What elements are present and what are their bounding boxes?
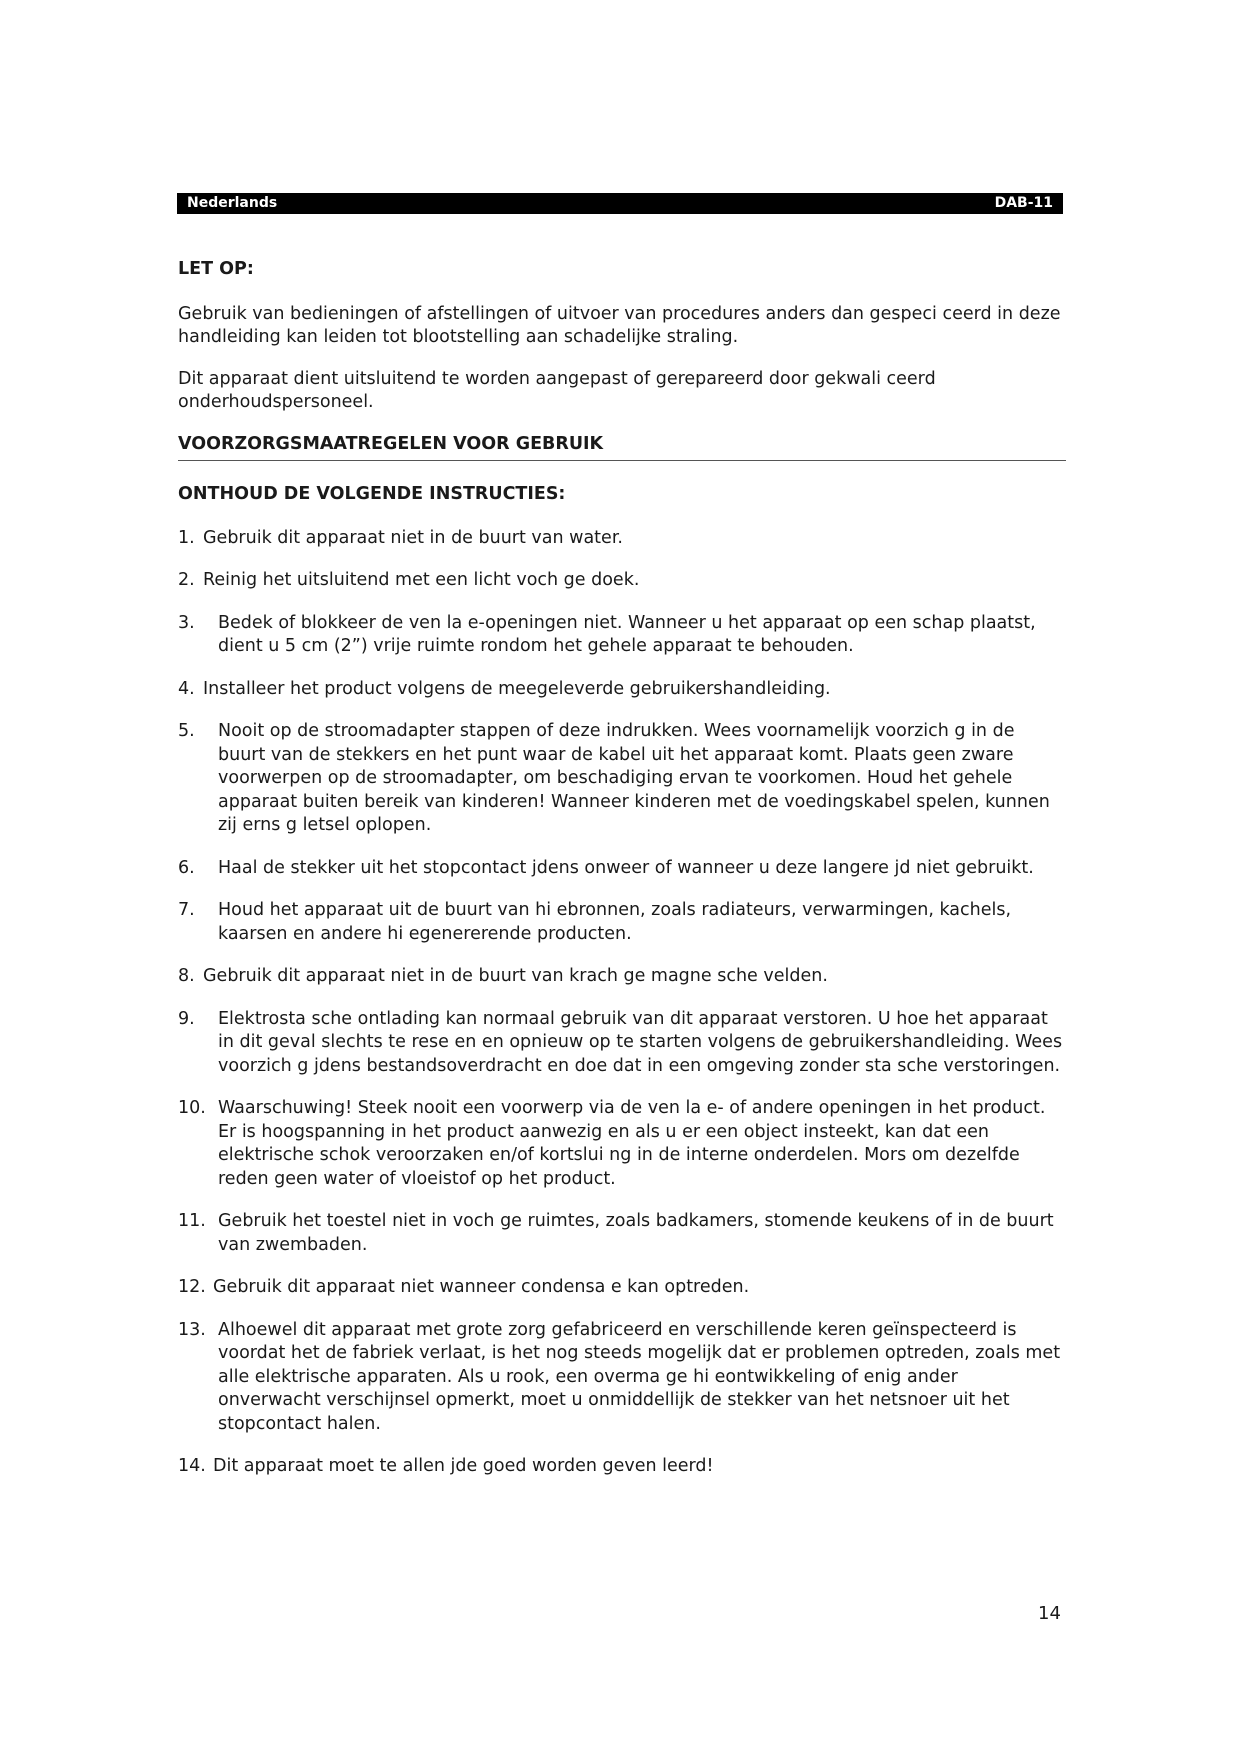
item-text: Haal de stekker uit het stopcontact jdens onweer of wanneer u deze langere jd niet gebruikt. bbox=[218, 857, 1034, 878]
item-number: 2. bbox=[178, 570, 195, 590]
item-text: Gebruik dit apparaat niet wanneer condensa e kan optreden. bbox=[213, 1277, 750, 1297]
page-number: 14 bbox=[1038, 1603, 1061, 1624]
item-text: Waarschuwing! Steek nooit een voorwerp via de ven la e- of andere openingen in het product. Er is hoogspanning in het product aanwezig en als u er een object insteekt, kan dat een elektrische schok veroorzaken en/of kortslui ng in de interne onderdelen. Mors om dezelfde reden geen water of vloeistof op het product. bbox=[218, 1098, 1046, 1189]
section-title: VOORZORGSMAATREGELEN VOOR GEBRUIK bbox=[178, 433, 1066, 462]
list-item bbox=[178, 1210, 1066, 1257]
item-number: 11. bbox=[178, 1211, 206, 1231]
item-number: 9. bbox=[178, 1008, 195, 1029]
item-text: Installeer het product volgens de meegeleverde gebruikershandleiding. bbox=[203, 678, 831, 699]
item-text: Gebruik het toestel niet in voch ge ruimtes, zoals badkamers, stomende keukens of in de buurt van zwembaden. bbox=[218, 1211, 1054, 1255]
notice-paragraph-1: Gebruik van bedieningen of afstellingen of uitvoer van procedures anders dan gespeci ceerd in deze handleiding kan leiden tot blootstelling aan schadelijke straling. bbox=[178, 303, 1061, 347]
list-item bbox=[178, 1276, 1066, 1300]
section-subtitle: ONTHOUD DE VOLGENDE INSTRUCTIES: bbox=[178, 484, 566, 504]
content bbox=[178, 258, 1066, 1498]
list-item bbox=[178, 678, 1066, 702]
list-item bbox=[178, 612, 1066, 659]
item-number: 4. bbox=[178, 678, 195, 699]
notice-title: LET OP: bbox=[178, 259, 254, 279]
item-number: 14. bbox=[178, 1456, 206, 1476]
item-text: Houd het apparaat uit de buurt van hi ebronnen, zoals radiateurs, verwarmingen, kachels, kaarsen en andere hi egenererende producten. bbox=[218, 900, 1012, 944]
list-item bbox=[178, 965, 1066, 989]
item-number: 3. bbox=[178, 612, 195, 633]
item-number: 8. bbox=[178, 966, 195, 986]
item-number: 5. bbox=[178, 721, 195, 741]
list-item bbox=[178, 1455, 1066, 1479]
list-item bbox=[178, 899, 1066, 946]
item-text: Elektrosta sche ontlading kan normaal gebruik van dit apparaat verstoren. U hoe het apparaat in dit geval slechts te rese en en opnieuw op te starten volgens de gebruikershandleiding. Wees voorzich g jdens bestandsoverdracht en doe dat in een omgeving zonder sta sche verstoringen. bbox=[218, 1008, 1063, 1076]
item-number: 13. bbox=[178, 1319, 206, 1340]
list-item bbox=[178, 569, 1066, 593]
header-language: Nederlands bbox=[187, 195, 278, 211]
notice-paragraph-2: Dit apparaat dient uitsluitend te worden aangepast of gerepareerd door gekwali ceerd onderhoudspersoneel. bbox=[178, 368, 936, 412]
list-item bbox=[178, 1319, 1066, 1437]
instruction-list bbox=[178, 527, 1066, 1479]
item-number: 10. bbox=[178, 1098, 206, 1118]
list-item bbox=[178, 857, 1066, 881]
item-number: 7. bbox=[178, 900, 195, 920]
item-text: Gebruik dit apparaat niet in de buurt van water. bbox=[203, 527, 623, 548]
list-item bbox=[178, 1097, 1066, 1191]
item-text: Alhoewel dit apparaat met grote zorg gefabriceerd en verschillende keren geïnspecteerd is voordat het de fabriek verlaat, is het nog steeds mogelijk dat er problemen optreden, zoals met alle elektrische apparaten. Als u rook, een overma ge hi eontwikkeling of enig ander onverwacht verschijnsel opmerkt, moet u onmiddellijk de stekker van het netsnoer uit het stopcontact halen. bbox=[218, 1319, 1061, 1434]
item-text: Reinig het uitsluitend met een licht voch ge doek. bbox=[203, 570, 640, 590]
item-text: Gebruik dit apparaat niet in de buurt van krach ge magne sche velden. bbox=[203, 966, 828, 986]
item-text: Nooit op de stroomadapter stappen of deze indrukken. Wees voornamelijk voorzich g in de buurt van de stekkers en het punt waar de kabel uit het apparaat komt. Plaats geen zware voorwerpen op de stroomadapter, om beschadiging ervan te voorkomen. Houd het gehele apparaat buiten bereik van kinderen! Wanneer kinderen met de voedingskabel spelen, kunnen zij erns g letsel oplopen. bbox=[218, 721, 1050, 835]
header-bar bbox=[177, 193, 1063, 214]
item-number: 6. bbox=[178, 857, 195, 878]
item-number: 12. bbox=[178, 1277, 206, 1297]
list-item bbox=[178, 527, 1066, 551]
item-text: Bedek of blokkeer de ven la e-openingen niet. Wanneer u het apparaat op een schap plaatst, dient u 5 cm (2”) vrije ruimte rondom het gehele apparaat te behouden. bbox=[218, 612, 1036, 656]
item-number: 1. bbox=[178, 527, 195, 548]
item-text: Dit apparaat moet te allen jde goed worden geven leerd! bbox=[213, 1456, 714, 1476]
list-item bbox=[178, 1008, 1066, 1079]
header-model: DAB-11 bbox=[994, 195, 1053, 211]
list-item bbox=[178, 720, 1066, 838]
